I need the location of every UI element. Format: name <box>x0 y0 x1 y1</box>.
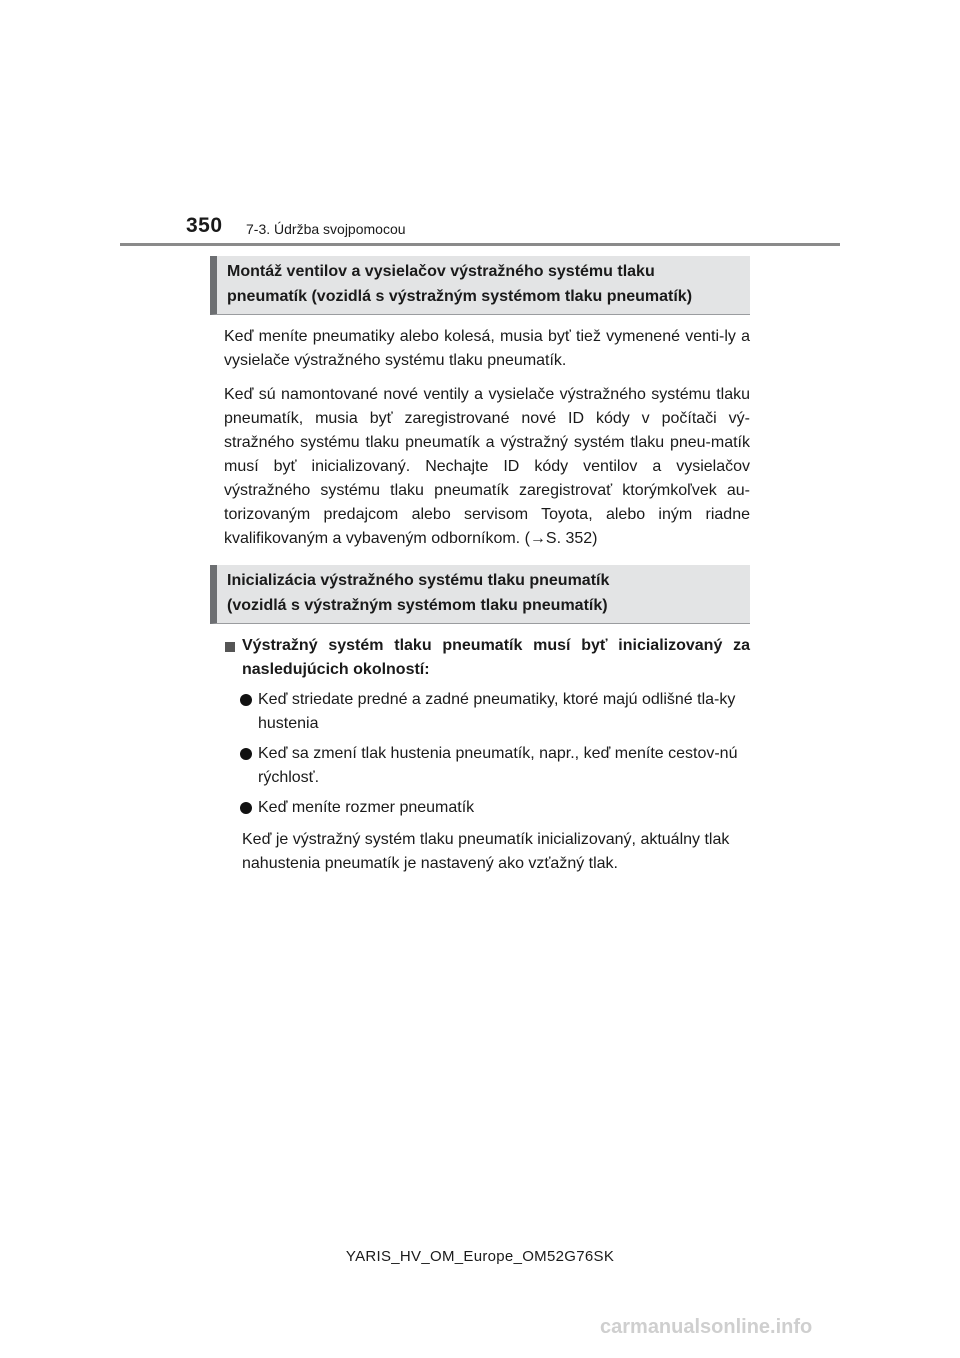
section-breadcrumb: 7-3. Údržba svojpomocou <box>246 221 406 237</box>
heading-line: Montáž ventilov a vysielačov výstražného systému tlaku <box>227 263 655 280</box>
list-item-text: Keď meníte rozmer pneumatík <box>258 799 475 816</box>
section-heading-valves <box>210 256 750 315</box>
page-number: 350 <box>186 214 223 237</box>
list-item <box>210 742 750 790</box>
list-item-text: Keď sa zmení tlak hustenia pneumatík, napr., keď meníte cestov-nú rýchlosť. <box>258 745 738 786</box>
subheading <box>210 634 750 682</box>
subheading-text: Výstražný systém tlaku pneumatík musí byť inicializovaný za nasledujúcich okolností: <box>242 637 750 678</box>
square-bullet-icon <box>225 642 235 652</box>
document-code: YARIS_HV_OM_Europe_OM52G76SK <box>345 1248 615 1265</box>
heading-line: pneumatík (vozidlá s výstražným systémom tlaku pneumatík) <box>227 288 693 305</box>
heading-line: Inicializácia výstražného systému tlaku pneumatík <box>227 572 610 589</box>
list-item <box>210 796 750 820</box>
paragraph: Keď meníte pneumatiky alebo kolesá, musia byť tiež vymenené venti-ly a vysielače výstražného systému tlaku pneumatík. <box>224 328 750 369</box>
circle-bullet-icon <box>240 748 252 760</box>
closing-paragraph: Keď je výstražný systém tlaku pneumatík inicializovaný, aktuálny tlak nahustenia pneumatík je nastavený ako vzťažný tlak. <box>242 831 730 872</box>
page-content <box>210 256 750 876</box>
paragraph: Keď sú namontované nové ventily a vysielače výstražného systému tlaku pneumatík, musia byť zaregistrované nové ID kódy v počítači vý-stražného systému tlaku pneumatík a výstražný systém tlaku pneu-matík musí byť inicializovaný. Nechajte ID kódy ventilov a vysielačov výstražného systému tlaku pneumatík zaregistrovať ktorýmkoľvek au-torizovaným predajcom alebo servisom Toyota, alebo iným riadne kvalifikovaným a vybaveným odborníkom. (→S. 352) <box>224 386 750 547</box>
circle-bullet-icon <box>240 802 252 814</box>
page-header <box>0 0 960 250</box>
section-heading-initialization <box>210 565 750 624</box>
watermark: carmanualsonline.info <box>600 1316 813 1338</box>
list-item <box>210 688 750 736</box>
header-divider <box>120 243 840 246</box>
list-item-text: Keď striedate predné a zadné pneumatiky, ktoré majú odlišné tla-ky hustenia <box>258 691 736 732</box>
heading-line: (vozidlá s výstražným systémom tlaku pneumatík) <box>227 597 608 614</box>
circle-bullet-icon <box>240 694 252 706</box>
